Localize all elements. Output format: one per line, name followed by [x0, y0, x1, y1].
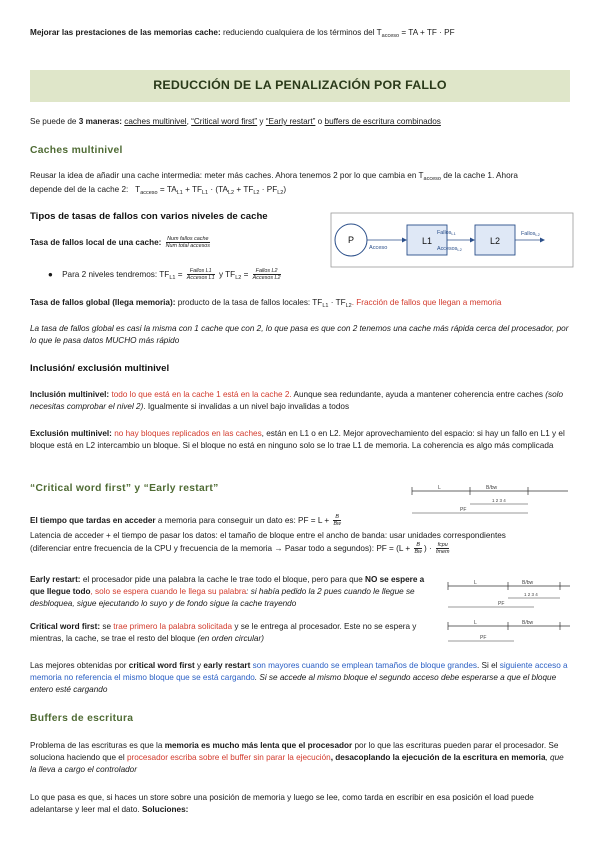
- mn-sub-1: acceso: [423, 176, 441, 182]
- buf-p1-italic: , que la lleva a cargo el controlador: [30, 752, 564, 774]
- methods-lead: Se puede de: [30, 117, 77, 126]
- f1-fraction: [187, 268, 215, 281]
- f2-den: Accesos L2: [252, 275, 281, 282]
- tiempo-den: Bw: [333, 521, 341, 528]
- buf-p2-bold: Soluciones:: [141, 804, 189, 814]
- mej-y: y: [197, 661, 202, 670]
- section-banner: [30, 70, 570, 102]
- bullet-eq1: =: [177, 269, 183, 279]
- t3-l: L: [474, 620, 477, 626]
- t2-bw: B/bw: [522, 580, 534, 586]
- tiempo-num: B: [335, 514, 339, 520]
- local-label: Tasa de fallos local de una cache:: [30, 237, 162, 247]
- global-rate: [30, 297, 570, 311]
- er-label: Early restart:: [30, 575, 81, 584]
- intro-bold: Mejorar las prestaciones de las memorias cache:: [30, 28, 221, 37]
- intro-text: reduciendo cualquiera de los términos del T: [222, 28, 382, 37]
- methods-bold: 3 maneras:: [78, 117, 122, 126]
- tiempo-rest: a memoria para conseguir un dato es: PF = L +: [157, 515, 330, 525]
- exc-red: no hay bloques replicados en las caches: [114, 429, 262, 438]
- inclusion-title: Inclusión/ exclusión multinivel: [30, 363, 170, 374]
- bullet-sub2: L2: [235, 274, 242, 281]
- mn-f-s2: L1: [202, 189, 209, 196]
- lat-num2: fcpu: [437, 541, 448, 548]
- mn-f-s5: L2: [277, 189, 284, 196]
- exc-label: Exclusión multinivel:: [30, 429, 112, 438]
- mej-italic: . Si se accede al mismo bloque el segundo acceso debe esperarse a que el bloque entero esté cargando: [30, 672, 557, 694]
- mej-bold2: early restart: [203, 661, 251, 670]
- sep-3: o: [317, 117, 323, 126]
- tasas-title: Tipos de tasas de fallos con varios niveles de cache: [30, 211, 268, 222]
- global-text: producto de la tasa de fallos locales: TF: [177, 298, 323, 307]
- bullet-text: Para 2 niveles tendremos: TF: [62, 269, 170, 279]
- mn-f-sub: acceso: [140, 189, 158, 196]
- inc-italic: (solo necesitas comprobar el nivel 2): [30, 390, 564, 411]
- tiempo-acceso-line: [30, 514, 570, 527]
- local-rate: [30, 236, 330, 249]
- inc-red: todo lo que está en la cache 1 está en la cache 2.: [111, 390, 292, 399]
- early-restart-paragraph: [30, 574, 438, 610]
- lat-fraction-2: [436, 542, 449, 555]
- mn-f-e: + TF: [236, 184, 254, 194]
- mn-f-s3: L2: [228, 189, 235, 196]
- buf-p2: Lo que pasa es que, si haces un store sobre una posición de memoria y luego se lee, como tarda en escribir en esa posición el load puede adelantarse y leer mal el dato.: [30, 793, 534, 814]
- intro-line: [30, 27, 570, 41]
- mej-a: Las mejores obtenidas por: [30, 661, 127, 670]
- cache-hierarchy-diagram: [330, 212, 574, 268]
- t3-pf: PF: [480, 635, 487, 641]
- global-label: Tasa de fallos global (llega memoria):: [30, 298, 176, 307]
- buffers-title: Buffers de escritura: [30, 713, 134, 724]
- cw-label: Critical word first:: [30, 622, 101, 631]
- lat-mid: ) ·: [423, 543, 432, 553]
- mn-f-b: = TA: [159, 184, 177, 194]
- buf-p1-red: procesador escriba sobre el buffer sin parar la ejecución: [126, 752, 331, 762]
- bullet-dot: ●: [48, 269, 53, 279]
- fallos-l2-label: FallosL2: [521, 231, 540, 237]
- lat-den: Bw: [414, 549, 422, 556]
- er-a: el procesador pide una palabra la cache le trae todo el bloque, pero para que: [82, 575, 363, 584]
- mn-f-a: T: [135, 184, 141, 194]
- er-red: , solo se espera cuando le llega su palabra: [90, 586, 247, 596]
- fallos-l1-label: FallosL1: [437, 230, 456, 236]
- section-title-multinivel: Caches multinivel: [30, 145, 123, 156]
- mej-blue2: siguiente acceso a memoria no referencia el mismo bloque que se está cargando: [30, 661, 568, 682]
- inc-rest: Aunque sea redundante, ayuda a mantener coherencia entre caches: [293, 390, 543, 399]
- global-dot: · TF: [330, 298, 346, 307]
- mn-f-s1: L1: [176, 189, 183, 196]
- mn-f-d: · (TA: [210, 184, 228, 194]
- t3-bw: B/bw: [522, 620, 534, 626]
- cw-red: trae primero la palabra solicitada: [113, 622, 233, 631]
- buffers-paragraph-1: [30, 740, 570, 776]
- inc-end: . Igualmente si invalidas a un nivel bajo invalidas a todos: [143, 401, 350, 411]
- buf-p1-bold2: , desacoplando la ejecución de la escritura en memoria: [330, 752, 546, 762]
- local-den: Num total accesos: [165, 243, 210, 250]
- er-italic: : si había pedido la 2 pues cuando le llegue se desbloquea, sigue ejecutando lo suyo y de fondo sigue la cache trayendo: [30, 586, 415, 608]
- mn-f-g: ): [283, 184, 287, 194]
- method-2: “Critical word first”: [191, 117, 258, 126]
- t2-nums: 1 2 3 4: [524, 592, 538, 597]
- mej-b: . Si el: [477, 661, 498, 670]
- mn-text-1: Reusar la idea de añadir una cache intermedia: meter más caches. Ahora tenemos 2 por lo que cambia en T: [30, 171, 424, 180]
- t1-l: L: [438, 485, 441, 491]
- lat-den2: fmem: [435, 549, 450, 556]
- buf-p1-bold: memoria es mucho más lenta que el procesador: [164, 741, 353, 750]
- tasas-note: La tasa de fallos global es casi la misma con 1 cache que con 2, lo que pasa es que con 2 tenemos una cache más rápida cerca del procesador, por lo que le pasa datos MUCHO más rápido: [30, 324, 569, 345]
- er-bold: NO se espere a que llegue todo: [30, 575, 425, 596]
- timeline-1: [408, 482, 572, 518]
- t2-l: L: [474, 580, 477, 586]
- tiempo-fraction: [333, 514, 341, 527]
- exc-rest: , están en L1 o en L2. Mejor aprovechamiento del espacio: si hay un fallo en L1 y el bloque está en L2 intercambio un bloque. Si el bloque no está en ninguno solo se lo trae L1 de memoria. La coherencia es algo más complicada: [30, 429, 565, 450]
- cw-b: y se le entrega al procesador. Este no se espera y mientras, la cache, se trae el resto del bloque: [30, 622, 417, 643]
- bullet-sub1: L1: [169, 274, 176, 281]
- global-sub1: L1: [322, 303, 329, 309]
- bullet-and: y TF: [218, 269, 236, 279]
- mn-text-2: de la cache 1. Ahora: [443, 171, 518, 180]
- mej-blue: son mayores cuando se emplean tamaños de bloque grandes: [252, 661, 477, 670]
- sep-1: ,: [186, 117, 189, 126]
- timeline-3: [444, 616, 574, 652]
- acceso-label: Acceso: [369, 245, 388, 251]
- tiempo-bold: El tiempo que tardas en acceder: [30, 515, 156, 525]
- latencia-paragraph: [30, 530, 570, 555]
- multinivel-paragraph: [30, 170, 570, 198]
- buffers-paragraph-2: [30, 792, 570, 816]
- l1-label: L1: [421, 236, 433, 246]
- f1-num: Fallos L1: [187, 268, 215, 275]
- exclusion-paragraph: [30, 428, 570, 452]
- global-sub2: L2: [345, 303, 352, 309]
- mn-f-s4: L2: [253, 189, 260, 196]
- cw-italic: (en orden circular): [197, 633, 264, 643]
- cw-a: se: [102, 622, 111, 631]
- method-4: buffers de escritura combinados: [324, 117, 441, 126]
- sep-2: y: [259, 117, 264, 126]
- method-3: “Early restart”: [265, 117, 316, 126]
- buf-p1-a: Problema de las escrituras es que la: [30, 741, 163, 750]
- lat-num: B: [416, 541, 420, 548]
- f1-den: Accesos L1: [186, 275, 215, 282]
- inc-label: Inclusión multinivel:: [30, 390, 110, 399]
- l2-label: L2: [489, 236, 501, 246]
- local-num: Num fallos cache: [167, 236, 209, 242]
- inclusion-paragraph: [30, 389, 570, 413]
- global-red: . Fracción de fallos que llegan a memoria: [351, 298, 502, 307]
- intro-sub: acceso: [381, 33, 400, 39]
- buf-p1-b: por lo que las escrituras pueden parar el procesador. Se soluciona haciendo que el: [30, 741, 559, 762]
- accesos-l2-label: AccesosL2: [437, 246, 462, 252]
- mejoras-paragraph: [30, 660, 570, 696]
- lat-a: Latencia de acceder + el tiempo de pasar los datos: el tamaño de bloque entre el ancho de banda: usar unidades correspondientes: [30, 531, 506, 540]
- mn-text-3: depende del de la cache 2:: [30, 184, 129, 194]
- processor-label: P: [347, 235, 355, 245]
- f2-fraction: [253, 268, 281, 281]
- mej-bold1: critical word first: [128, 661, 195, 670]
- t1-nums: 1 2 3 4: [492, 498, 506, 503]
- bullet-eq2: =: [243, 269, 249, 279]
- intro-formula: = TA + TF · PF: [401, 28, 455, 37]
- t1-bw: B/bw: [486, 485, 498, 491]
- cwf-title: “Critical word first” y “Early restart”: [30, 483, 219, 494]
- t1-pf: PF: [460, 507, 467, 513]
- critical-word-paragraph: [30, 621, 438, 645]
- mn-f-f: · PF: [261, 184, 278, 194]
- lat-fraction-1: [414, 542, 422, 555]
- timeline-2: [444, 576, 574, 612]
- methods-line: [30, 116, 570, 128]
- local-fraction: [166, 236, 210, 249]
- banner-title: REDUCCIÓN DE LA PENALIZACIÓN POR FALLO: [153, 78, 447, 92]
- mn-f-c: + TF: [185, 184, 202, 194]
- lat-b: (diferenciar entre frecuencia de la CPU y frecuencia de la memoria → Pasar todo a segundos): PF = (L +: [30, 543, 411, 553]
- f2-num: Fallos L2: [253, 268, 281, 275]
- method-1: caches multinivel: [124, 117, 187, 126]
- t2-pf: PF: [498, 601, 505, 607]
- bullet-rates: [48, 268, 348, 283]
